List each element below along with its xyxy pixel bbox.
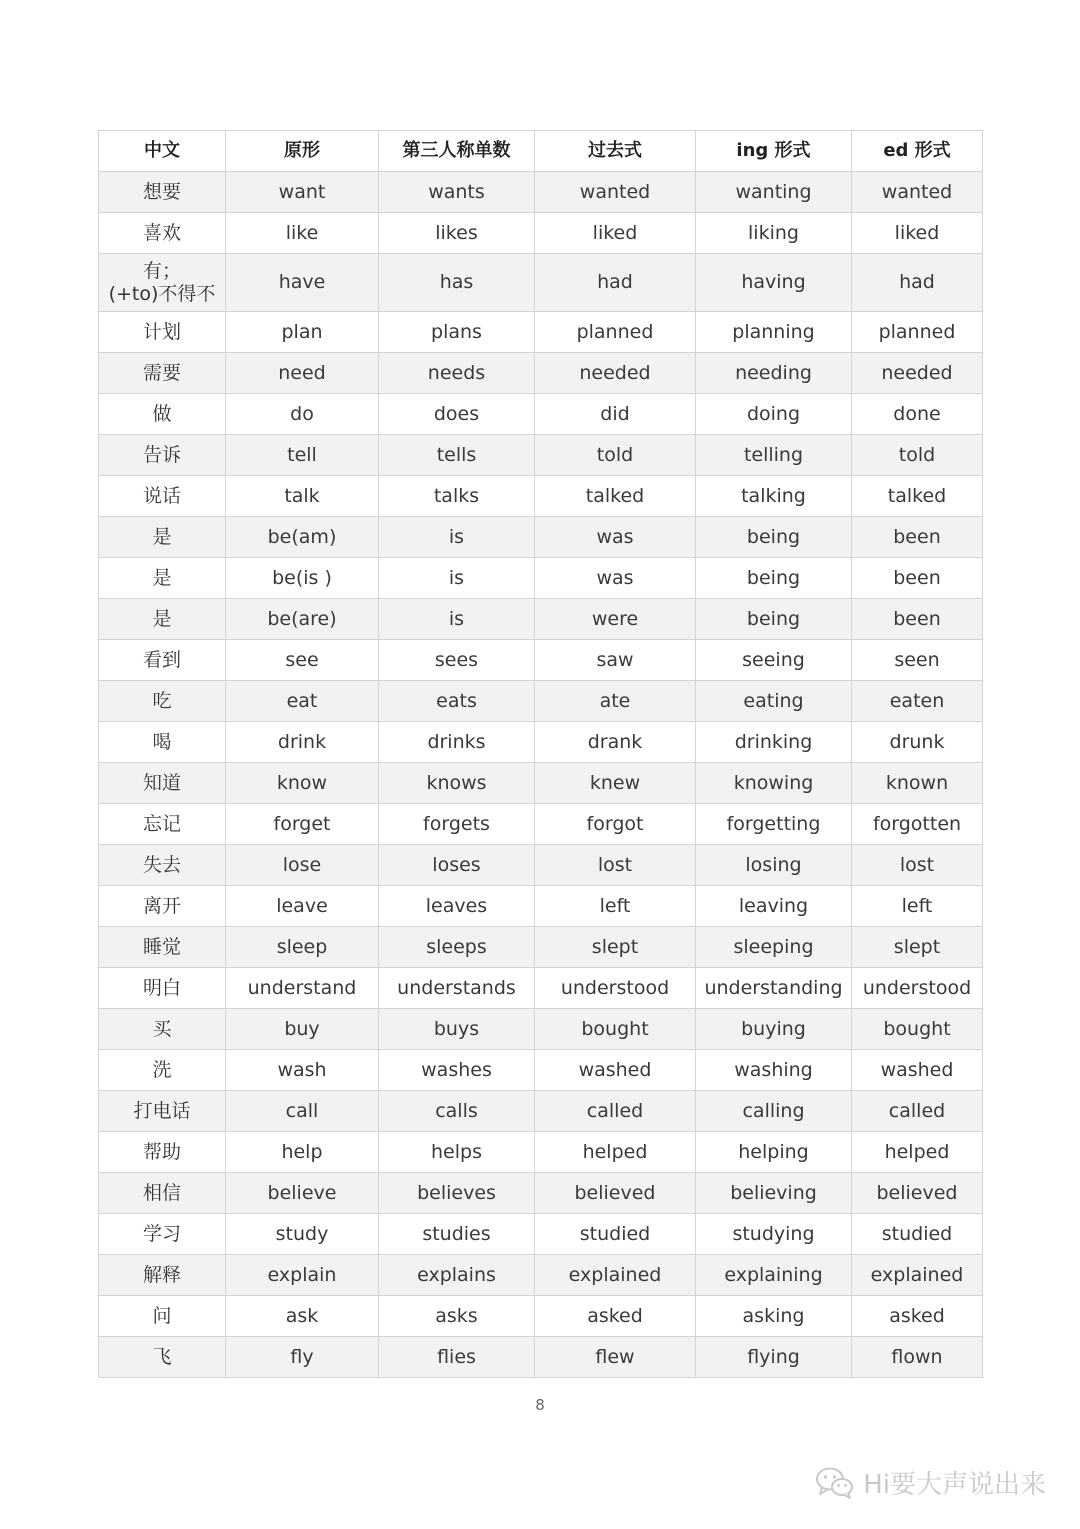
table-body (99, 172, 983, 1378)
cell-third-person: washes (379, 1050, 535, 1091)
cell-ing-form: eating (696, 681, 852, 722)
table-row (99, 640, 983, 681)
table-row (99, 435, 983, 476)
page-number: 8 (535, 1396, 545, 1414)
cell-third-person: talks (379, 476, 535, 517)
cell-base-form: believe (226, 1173, 379, 1214)
cell-third-person: studies (379, 1214, 535, 1255)
cell-third-person: is (379, 599, 535, 640)
cell-ing-form: explaining (696, 1255, 852, 1296)
cell-past-tense: believed (535, 1173, 696, 1214)
cell-past-tense: did (535, 394, 696, 435)
chinese-line: 睡觉 (142, 935, 181, 958)
header-base-form: 原形 (226, 131, 379, 172)
table-row (99, 558, 983, 599)
cell-ing-form: buying (696, 1009, 852, 1050)
cell-ing-form: understanding (696, 968, 852, 1009)
table-row (99, 722, 983, 763)
table-row (99, 845, 983, 886)
chinese-line: 学习 (142, 1222, 181, 1245)
cell-base-form: wash (226, 1050, 379, 1091)
header-third-person-singular: 第三人称单数 (379, 131, 535, 172)
cell-ing-form: wanting (696, 172, 852, 213)
cell-third-person: wants (379, 172, 535, 213)
cell-chinese (99, 1296, 226, 1337)
cell-past-tense: was (535, 517, 696, 558)
cell-ed-form: had (852, 254, 983, 312)
cell-ing-form: believing (696, 1173, 852, 1214)
cell-third-person: asks (379, 1296, 535, 1337)
cell-ing-form: helping (696, 1132, 852, 1173)
cell-past-tense: washed (535, 1050, 696, 1091)
cell-third-person: sees (379, 640, 535, 681)
table-row (99, 476, 983, 517)
cell-ed-form: forgotten (852, 804, 983, 845)
verb-forms-table (98, 130, 983, 1378)
cell-base-form: like (226, 213, 379, 254)
cell-ed-form: asked (852, 1296, 983, 1337)
table-row (99, 1255, 983, 1296)
table-row (99, 1009, 983, 1050)
cell-chinese (99, 1337, 226, 1378)
cell-third-person: believes (379, 1173, 535, 1214)
table-row (99, 763, 983, 804)
cell-base-form: forget (226, 804, 379, 845)
table-row (99, 1173, 983, 1214)
cell-third-person: plans (379, 312, 535, 353)
cell-chinese (99, 254, 226, 312)
cell-ed-form: believed (852, 1173, 983, 1214)
cell-base-form: plan (226, 312, 379, 353)
table-row (99, 172, 983, 213)
chinese-line: 帮助 (142, 1140, 181, 1163)
table-row (99, 1214, 983, 1255)
table-row (99, 1296, 983, 1337)
cell-ed-form: done (852, 394, 983, 435)
cell-chinese (99, 804, 226, 845)
cell-ed-form: told (852, 435, 983, 476)
cell-chinese (99, 213, 226, 254)
cell-base-form: be(are) (226, 599, 379, 640)
cell-base-form: want (226, 172, 379, 213)
cell-ed-form: flown (852, 1337, 983, 1378)
cell-past-tense: explained (535, 1255, 696, 1296)
cell-third-person: sleeps (379, 927, 535, 968)
table-row (99, 599, 983, 640)
cell-chinese (99, 353, 226, 394)
cell-base-form: have (226, 254, 379, 312)
chinese-line: 是 (152, 525, 172, 548)
chinese-line: 需要 (142, 361, 181, 384)
cell-ing-form: losing (696, 845, 852, 886)
cell-third-person: loses (379, 845, 535, 886)
cell-past-tense: left (535, 886, 696, 927)
cell-chinese (99, 927, 226, 968)
chinese-line: 想要 (142, 180, 181, 203)
table-row (99, 254, 983, 312)
cell-ed-form: bought (852, 1009, 983, 1050)
header-ed-form: ed 形式 (852, 131, 983, 172)
cell-past-tense: talked (535, 476, 696, 517)
cell-past-tense: saw (535, 640, 696, 681)
cell-past-tense: liked (535, 213, 696, 254)
cell-third-person: eats (379, 681, 535, 722)
header-chinese: 中文 (99, 131, 226, 172)
table-row (99, 517, 983, 558)
cell-ed-form: wanted (852, 172, 983, 213)
cell-chinese (99, 558, 226, 599)
chinese-line: 说话 (142, 484, 181, 507)
cell-third-person: is (379, 517, 535, 558)
cell-base-form: understand (226, 968, 379, 1009)
cell-past-tense: needed (535, 353, 696, 394)
cell-chinese (99, 1009, 226, 1050)
cell-ed-form: called (852, 1091, 983, 1132)
cell-ing-form: talking (696, 476, 852, 517)
cell-third-person: explains (379, 1255, 535, 1296)
cell-past-tense: bought (535, 1009, 696, 1050)
cell-ed-form: studied (852, 1214, 983, 1255)
cell-past-tense: understood (535, 968, 696, 1009)
cell-chinese (99, 1255, 226, 1296)
chinese-line: 解释 (142, 1263, 181, 1286)
chinese-line: 买 (152, 1017, 172, 1040)
cell-base-form: eat (226, 681, 379, 722)
cell-third-person: is (379, 558, 535, 599)
cell-ing-form: studying (696, 1214, 852, 1255)
table-row (99, 968, 983, 1009)
table-row (99, 927, 983, 968)
cell-chinese (99, 1050, 226, 1091)
cell-third-person: forgets (379, 804, 535, 845)
cell-ing-form: seeing (696, 640, 852, 681)
cell-ed-form: known (852, 763, 983, 804)
cell-base-form: help (226, 1132, 379, 1173)
cell-past-tense: planned (535, 312, 696, 353)
cell-ing-form: drinking (696, 722, 852, 763)
cell-ing-form: sleeping (696, 927, 852, 968)
chinese-line: 有； (142, 259, 181, 282)
chinese-line: 忘记 (142, 812, 181, 835)
cell-chinese (99, 968, 226, 1009)
cell-base-form: leave (226, 886, 379, 927)
cell-base-form: tell (226, 435, 379, 476)
cell-third-person: does (379, 394, 535, 435)
cell-ed-form: eaten (852, 681, 983, 722)
cell-chinese (99, 1091, 226, 1132)
cell-base-form: be(am) (226, 517, 379, 558)
cell-ed-form: lost (852, 845, 983, 886)
table-row (99, 213, 983, 254)
chinese-line: 明白 (142, 976, 181, 999)
cell-chinese (99, 517, 226, 558)
cell-ed-form: drunk (852, 722, 983, 763)
cell-chinese (99, 763, 226, 804)
cell-third-person: calls (379, 1091, 535, 1132)
table-row (99, 394, 983, 435)
cell-ing-form: asking (696, 1296, 852, 1337)
cell-chinese (99, 435, 226, 476)
chinese-line: 打电话 (133, 1099, 191, 1122)
header-past-tense: 过去式 (535, 131, 696, 172)
wechat-icon (815, 1466, 855, 1500)
table-row (99, 1050, 983, 1091)
cell-base-form: be(is ) (226, 558, 379, 599)
cell-ing-form: calling (696, 1091, 852, 1132)
cell-past-tense: slept (535, 927, 696, 968)
chinese-line: 吃 (152, 689, 172, 712)
cell-third-person: buys (379, 1009, 535, 1050)
chinese-line: 是 (152, 566, 172, 589)
cell-chinese (99, 722, 226, 763)
chinese-line: 知道 (142, 771, 181, 794)
cell-third-person: flies (379, 1337, 535, 1378)
cell-ing-form: forgetting (696, 804, 852, 845)
cell-ed-form: washed (852, 1050, 983, 1091)
cell-ed-form: understood (852, 968, 983, 1009)
cell-ing-form: leaving (696, 886, 852, 927)
watermark (815, 1464, 1046, 1501)
table-row (99, 1091, 983, 1132)
cell-base-form: drink (226, 722, 379, 763)
cell-ing-form: being (696, 517, 852, 558)
cell-ing-form: flying (696, 1337, 852, 1378)
cell-ed-form: been (852, 517, 983, 558)
cell-third-person: needs (379, 353, 535, 394)
cell-chinese (99, 312, 226, 353)
cell-ed-form: helped (852, 1132, 983, 1173)
table-row (99, 312, 983, 353)
cell-base-form: ask (226, 1296, 379, 1337)
cell-base-form: lose (226, 845, 379, 886)
cell-third-person: drinks (379, 722, 535, 763)
cell-base-form: know (226, 763, 379, 804)
chinese-line: 洗 (152, 1058, 172, 1081)
cell-third-person: has (379, 254, 535, 312)
chinese-line: 看到 (142, 648, 181, 671)
chinese-line: 喝 (152, 730, 172, 753)
cell-base-form: do (226, 394, 379, 435)
cell-past-tense: had (535, 254, 696, 312)
cell-chinese (99, 476, 226, 517)
cell-ing-form: planning (696, 312, 852, 353)
cell-chinese (99, 599, 226, 640)
cell-ed-form: needed (852, 353, 983, 394)
cell-base-form: need (226, 353, 379, 394)
cell-past-tense: lost (535, 845, 696, 886)
cell-past-tense: wanted (535, 172, 696, 213)
cell-third-person: tells (379, 435, 535, 476)
cell-third-person: understands (379, 968, 535, 1009)
cell-ed-form: talked (852, 476, 983, 517)
cell-base-form: sleep (226, 927, 379, 968)
cell-ing-form: being (696, 599, 852, 640)
chinese-line: (+to)不得不 (108, 282, 216, 305)
cell-past-tense: knew (535, 763, 696, 804)
cell-ed-form: been (852, 599, 983, 640)
cell-chinese (99, 1132, 226, 1173)
cell-past-tense: was (535, 558, 696, 599)
cell-ing-form: doing (696, 394, 852, 435)
cell-ed-form: explained (852, 1255, 983, 1296)
cell-chinese (99, 394, 226, 435)
cell-chinese (99, 1173, 226, 1214)
cell-ing-form: being (696, 558, 852, 599)
cell-base-form: study (226, 1214, 379, 1255)
cell-past-tense: drank (535, 722, 696, 763)
cell-past-tense: helped (535, 1132, 696, 1173)
cell-past-tense: were (535, 599, 696, 640)
table-header-row (99, 131, 983, 172)
cell-ed-form: been (852, 558, 983, 599)
cell-past-tense: called (535, 1091, 696, 1132)
watermark-text: Hi要大声说出来 (863, 1470, 1046, 1500)
table-row (99, 804, 983, 845)
chinese-line: 飞 (152, 1345, 172, 1368)
cell-past-tense: told (535, 435, 696, 476)
cell-third-person: helps (379, 1132, 535, 1173)
cell-base-form: call (226, 1091, 379, 1132)
chinese-line: 计划 (142, 320, 181, 343)
chinese-line: 失去 (142, 853, 181, 876)
cell-base-form: talk (226, 476, 379, 517)
cell-past-tense: flew (535, 1337, 696, 1378)
cell-past-tense: ate (535, 681, 696, 722)
cell-ing-form: washing (696, 1050, 852, 1091)
chinese-line: 喜欢 (142, 221, 181, 244)
table-row (99, 1132, 983, 1173)
cell-past-tense: forgot (535, 804, 696, 845)
chinese-line: 是 (152, 607, 172, 630)
cell-third-person: knows (379, 763, 535, 804)
cell-chinese (99, 172, 226, 213)
chinese-line: 相信 (142, 1181, 181, 1204)
table-row (99, 1337, 983, 1378)
cell-ing-form: telling (696, 435, 852, 476)
table-row (99, 353, 983, 394)
chinese-line: 离开 (142, 894, 181, 917)
cell-ing-form: liking (696, 213, 852, 254)
cell-chinese (99, 845, 226, 886)
cell-base-form: buy (226, 1009, 379, 1050)
table-row (99, 886, 983, 927)
cell-ed-form: planned (852, 312, 983, 353)
cell-chinese (99, 681, 226, 722)
chinese-line: 做 (152, 402, 172, 425)
cell-ed-form: slept (852, 927, 983, 968)
cell-ed-form: liked (852, 213, 983, 254)
cell-chinese (99, 640, 226, 681)
header-ing-form: ing 形式 (696, 131, 852, 172)
cell-ing-form: knowing (696, 763, 852, 804)
cell-chinese (99, 1214, 226, 1255)
cell-past-tense: studied (535, 1214, 696, 1255)
cell-base-form: fly (226, 1337, 379, 1378)
chinese-line: 问 (152, 1304, 172, 1327)
cell-past-tense: asked (535, 1296, 696, 1337)
cell-third-person: leaves (379, 886, 535, 927)
cell-base-form: see (226, 640, 379, 681)
cell-chinese (99, 886, 226, 927)
cell-third-person: likes (379, 213, 535, 254)
cell-ing-form: having (696, 254, 852, 312)
cell-ed-form: seen (852, 640, 983, 681)
cell-ed-form: left (852, 886, 983, 927)
table-row (99, 681, 983, 722)
cell-ing-form: needing (696, 353, 852, 394)
cell-base-form: explain (226, 1255, 379, 1296)
chinese-line: 告诉 (142, 443, 181, 466)
